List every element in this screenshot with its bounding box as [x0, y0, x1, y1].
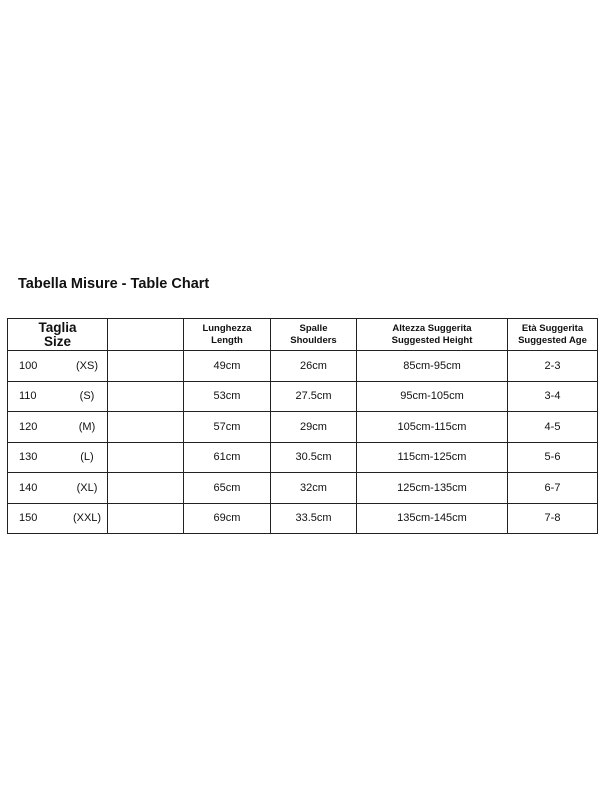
column-header-height-en: Suggested Height — [391, 334, 473, 346]
page-title: Tabella Misure - Table Chart — [18, 276, 210, 292]
column-header-height-it: Altezza Suggerita — [392, 322, 472, 334]
size-number: 100 — [19, 359, 38, 372]
column-header-age-en: Suggested Age — [518, 334, 587, 346]
blank-cell — [108, 473, 184, 504]
height-cell: 125cm-135cm — [357, 473, 508, 504]
shoulders-cell: 26cm — [271, 351, 357, 382]
column-header-blank — [108, 319, 184, 351]
size-cell — [8, 412, 108, 443]
column-header-shoulders — [271, 319, 357, 351]
size-cell — [8, 442, 108, 473]
column-header-shoulders-it: Spalle — [299, 322, 328, 334]
column-header-length — [184, 319, 271, 351]
length-cell: 57cm — [184, 412, 271, 443]
column-header-size-it: Taglia — [38, 319, 77, 335]
table-row — [8, 473, 598, 504]
length-cell: 65cm — [184, 473, 271, 504]
height-cell: 115cm-125cm — [357, 442, 508, 473]
blank-cell — [108, 351, 184, 382]
table-row — [8, 381, 598, 412]
shoulders-cell: 29cm — [271, 412, 357, 443]
shoulders-cell: 27.5cm — [271, 381, 357, 412]
age-cell: 5-6 — [508, 442, 598, 473]
blank-cell — [108, 442, 184, 473]
length-cell: 49cm — [184, 351, 271, 382]
size-code: (L) — [80, 451, 94, 464]
size-number: 150 — [19, 512, 38, 525]
column-header-height — [357, 319, 508, 351]
size-code: (XL) — [76, 481, 98, 494]
column-header-age-it: Età Suggerita — [521, 322, 584, 334]
age-cell: 7-8 — [508, 503, 598, 534]
column-header-size — [8, 319, 108, 351]
shoulders-cell: 33.5cm — [271, 503, 357, 534]
column-header-age — [508, 319, 598, 351]
age-cell: 6-7 — [508, 473, 598, 504]
table-row — [8, 412, 598, 443]
length-cell: 69cm — [184, 503, 271, 534]
age-cell: 4-5 — [508, 412, 598, 443]
size-cell — [8, 503, 108, 534]
size-number: 140 — [19, 481, 38, 494]
age-cell: 3-4 — [508, 381, 598, 412]
column-header-length-it: Lunghezza — [202, 322, 252, 334]
table-row — [8, 442, 598, 473]
blank-cell — [108, 412, 184, 443]
blank-cell — [108, 503, 184, 534]
height-cell: 135cm-145cm — [357, 503, 508, 534]
shoulders-cell: 30.5cm — [271, 442, 357, 473]
size-code: (XS) — [76, 359, 98, 372]
column-header-length-en: Length — [211, 334, 243, 346]
size-cell — [8, 473, 108, 504]
table-row — [8, 351, 598, 382]
table-row — [8, 503, 598, 534]
column-header-shoulders-en: Shoulders — [290, 334, 337, 346]
length-cell: 61cm — [184, 442, 271, 473]
height-cell: 95cm-105cm — [357, 381, 508, 412]
size-cell — [8, 381, 108, 412]
blank-cell — [108, 381, 184, 412]
length-cell: 53cm — [184, 381, 271, 412]
shoulders-cell: 32cm — [271, 473, 357, 504]
table-header-row — [8, 319, 598, 351]
age-cell: 2-3 — [508, 351, 598, 382]
size-number: 110 — [19, 390, 37, 403]
height-cell: 105cm-115cm — [357, 412, 508, 443]
size-code: (M) — [78, 420, 96, 433]
size-code: (XXL) — [72, 512, 102, 525]
size-code: (S) — [79, 390, 95, 403]
size-cell — [8, 351, 108, 382]
height-cell: 85cm-95cm — [357, 351, 508, 382]
size-chart-table — [7, 318, 598, 534]
size-number: 120 — [19, 420, 38, 433]
size-number: 130 — [19, 451, 38, 464]
column-header-size-en: Size — [43, 333, 71, 349]
